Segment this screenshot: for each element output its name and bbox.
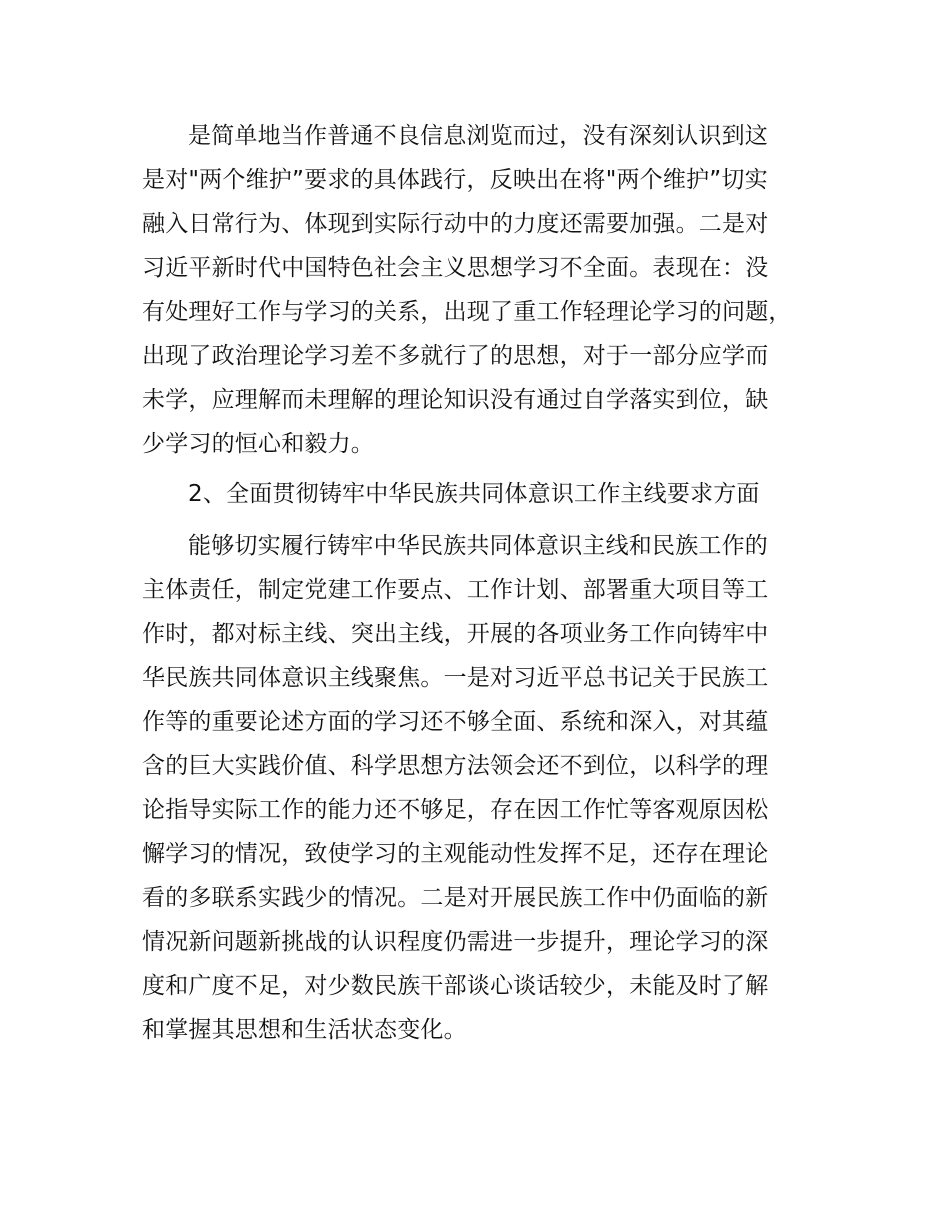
paragraph-line: 情况新问题新挑战的认识程度仍需进一步提升，理论学习的深 <box>142 929 769 955</box>
paragraph-line: 是简单地当作普通不良信息浏览而过，没有深刻认识到这 <box>188 123 768 149</box>
paragraph-line: 少学习的恒心和毅力。 <box>142 431 374 457</box>
paragraph-line: 论指导实际工作的能力还不够足，存在因工作忙等客观原因松 <box>142 797 769 823</box>
paragraph-line: 融入日常行为、体现到实际行动中的力度还需要加强。二是对 <box>142 211 769 237</box>
paragraph-line: 未学，应理解而未理解的理论知识没有通过自学落实到位，缺 <box>142 387 769 413</box>
paragraph-line: 作时，都对标主线、突出主线，开展的各项业务工作向铸牢中 <box>142 621 769 647</box>
paragraph-line: 懈学习的情况，致使学习的主观能动性发挥不足，还存在理论 <box>142 841 769 867</box>
paragraph-line: 能够切实履行铸牢中华民族共同体意识主线和民族工作的 <box>188 533 768 559</box>
section-heading: 2、全面贯彻铸牢中华民族共同体意识工作主线要求方面 <box>188 481 760 507</box>
paragraph-line: 看的多联系实践少的情况。二是对开展民族工作中仍面临的新 <box>142 885 769 911</box>
paragraph-line: 主体责任，制定党建工作要点、工作计划、部署重大项目等工 <box>142 577 769 603</box>
paragraph-line: 度和广度不足，对少数民族干部谈心谈话较少，未能及时了解 <box>142 973 769 999</box>
paragraph-line: 含的巨大实践价值、科学思想方法领会还不到位，以科学的理 <box>142 753 769 779</box>
paragraph-line: 是对"两个维护”要求的具体践行，反映出在将"两个维护”切实 <box>142 167 768 193</box>
paragraph-line: 华民族共同体意识主线聚焦。一是对习近平总书记关于民族工 <box>142 665 769 691</box>
paragraph-line: 出现了政治理论学习差不多就行了的思想，对于一部分应学而 <box>142 343 769 369</box>
paragraph-line: 作等的重要论述方面的学习还不够全面、系统和深入，对其蕴 <box>142 709 769 735</box>
paragraph-line: 和掌握其思想和生活状态变化。 <box>142 1017 467 1043</box>
paragraph-line: 有处理好工作与学习的关系，出现了重工作轻理论学习的问题， <box>142 299 792 325</box>
paragraph-line: 习近平新时代中国特色社会主义思想学习不全面。表现在：没 <box>142 255 769 281</box>
